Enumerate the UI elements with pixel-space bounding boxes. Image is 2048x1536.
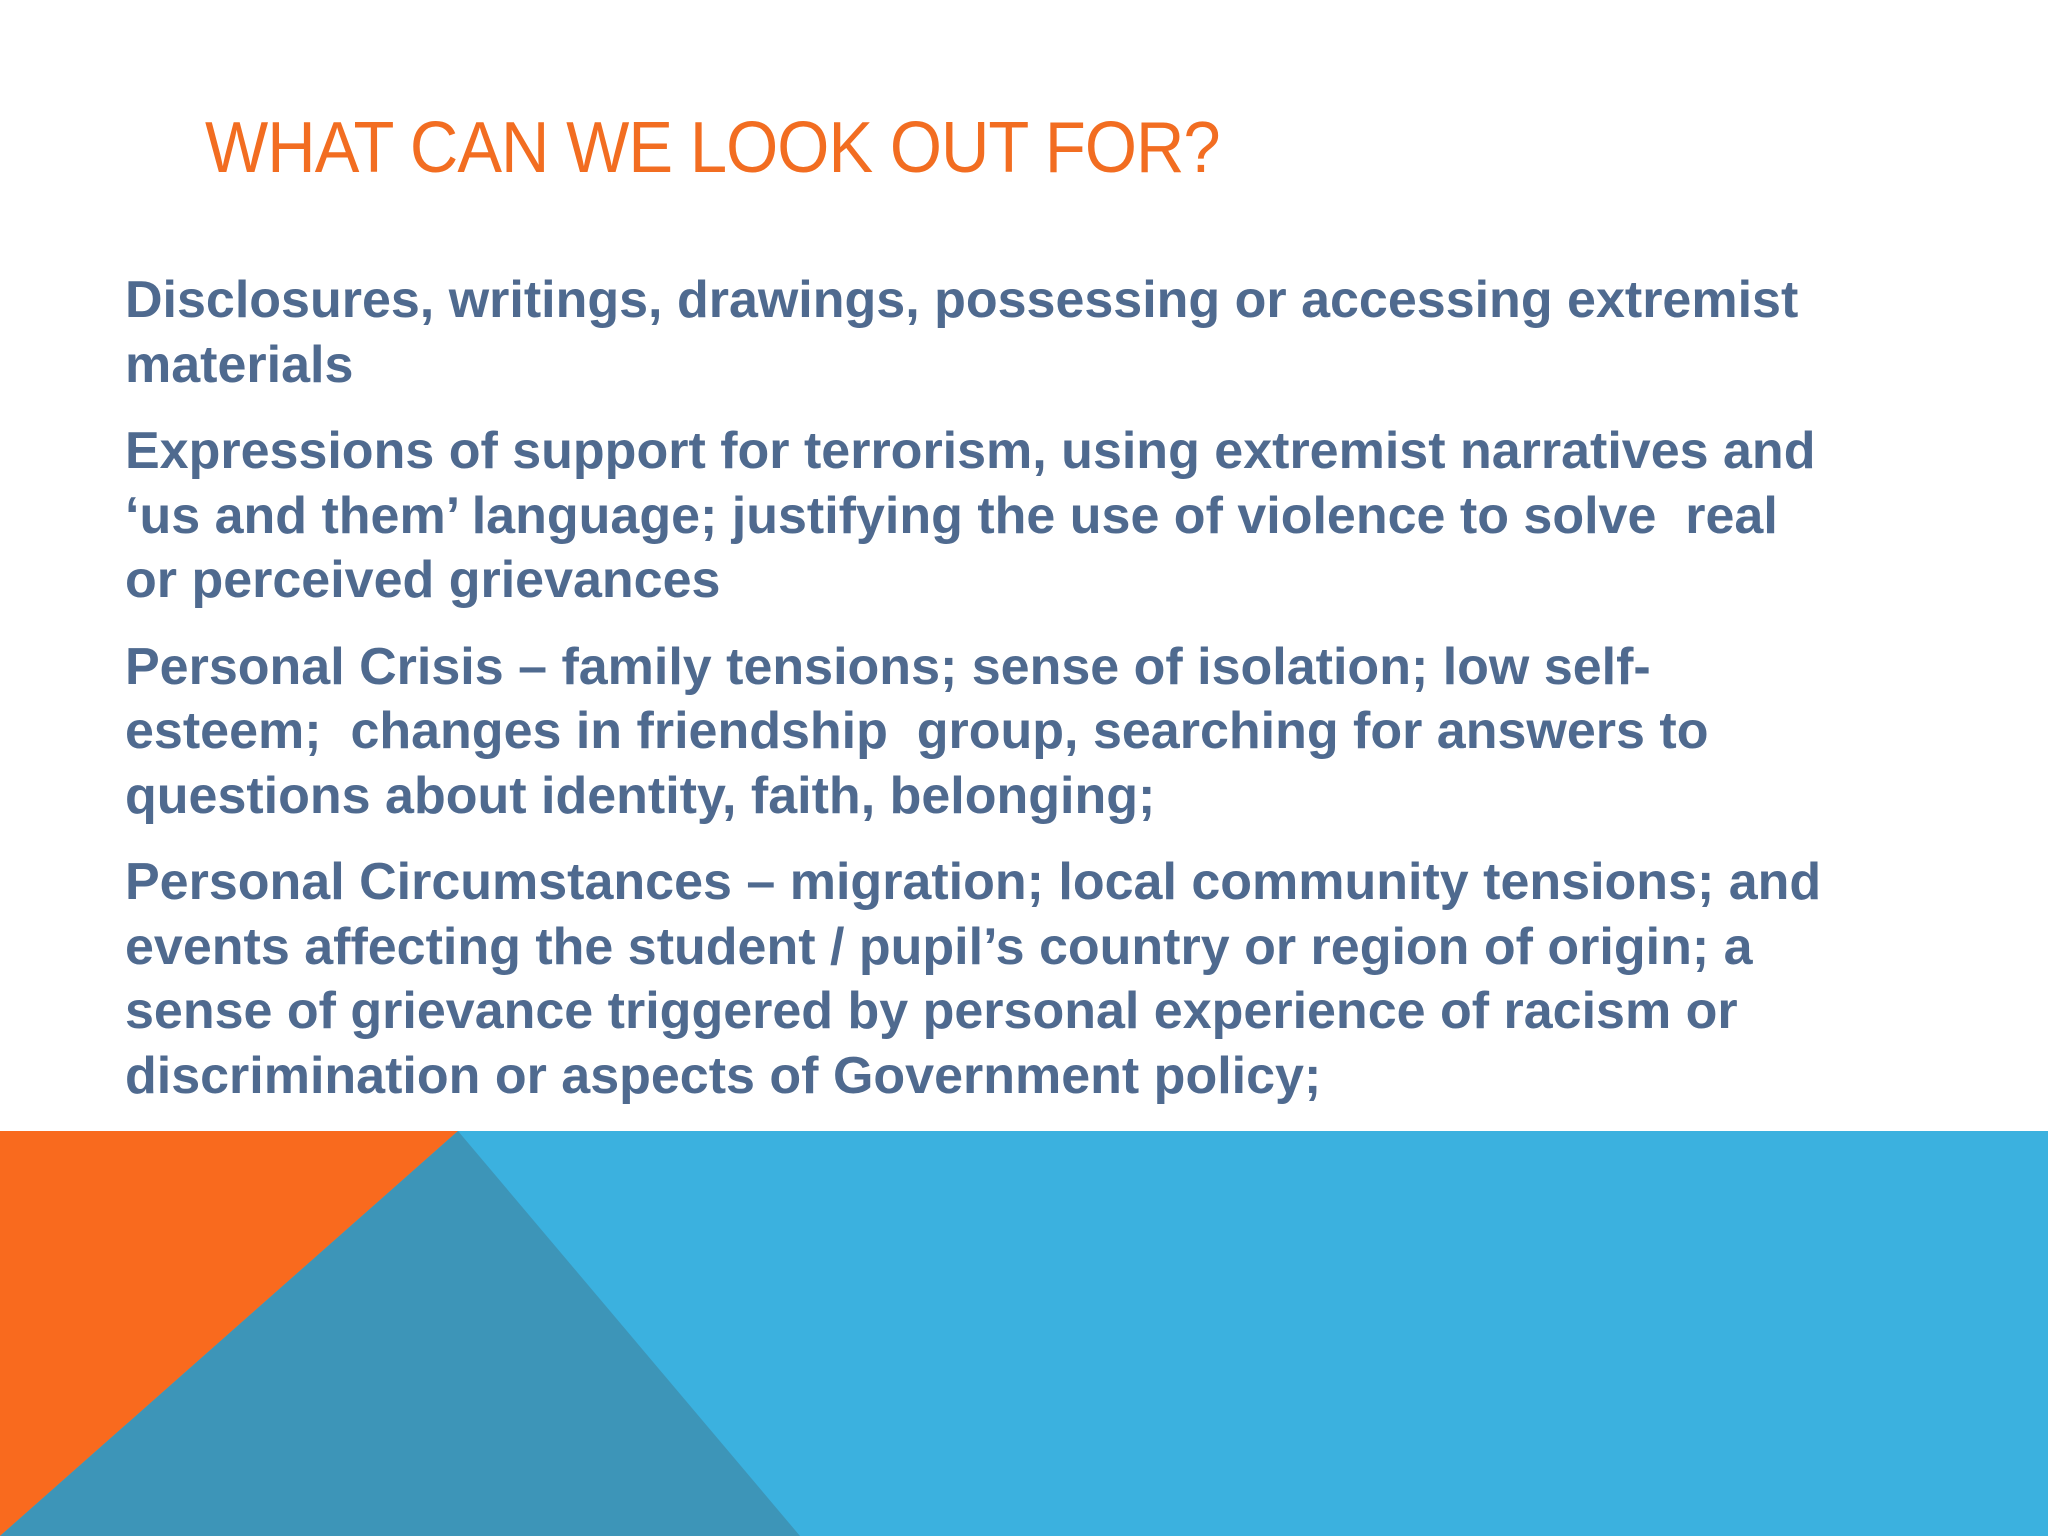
bullet-list (125, 268, 1925, 1130)
list-item: Personal Circumstances – migration; local community tensions; and events affecting the student / pupil’s country or region of origin; a sense of grievance triggered by personal experience of racism or discrimination or aspects of Government policy; (125, 853, 1822, 1105)
list-item: Personal Crisis – family tensions; sense of isolation; low self- esteem; changes in friendship group, searching for answers to questions about identity, faith, belonging; (125, 637, 1709, 825)
slide-title: WHAT CAN WE LOOK OUT FOR? (205, 108, 1220, 188)
footer-decoration (0, 1131, 2048, 1536)
list-item: Disclosures, writings, drawings, possessing or accessing extremist materials (125, 271, 1799, 394)
list-item: Expressions of support for terrorism, using extremist narratives and ‘us and them’ language; justifying the use of violence to solve real or perceived grievances (125, 422, 1816, 609)
